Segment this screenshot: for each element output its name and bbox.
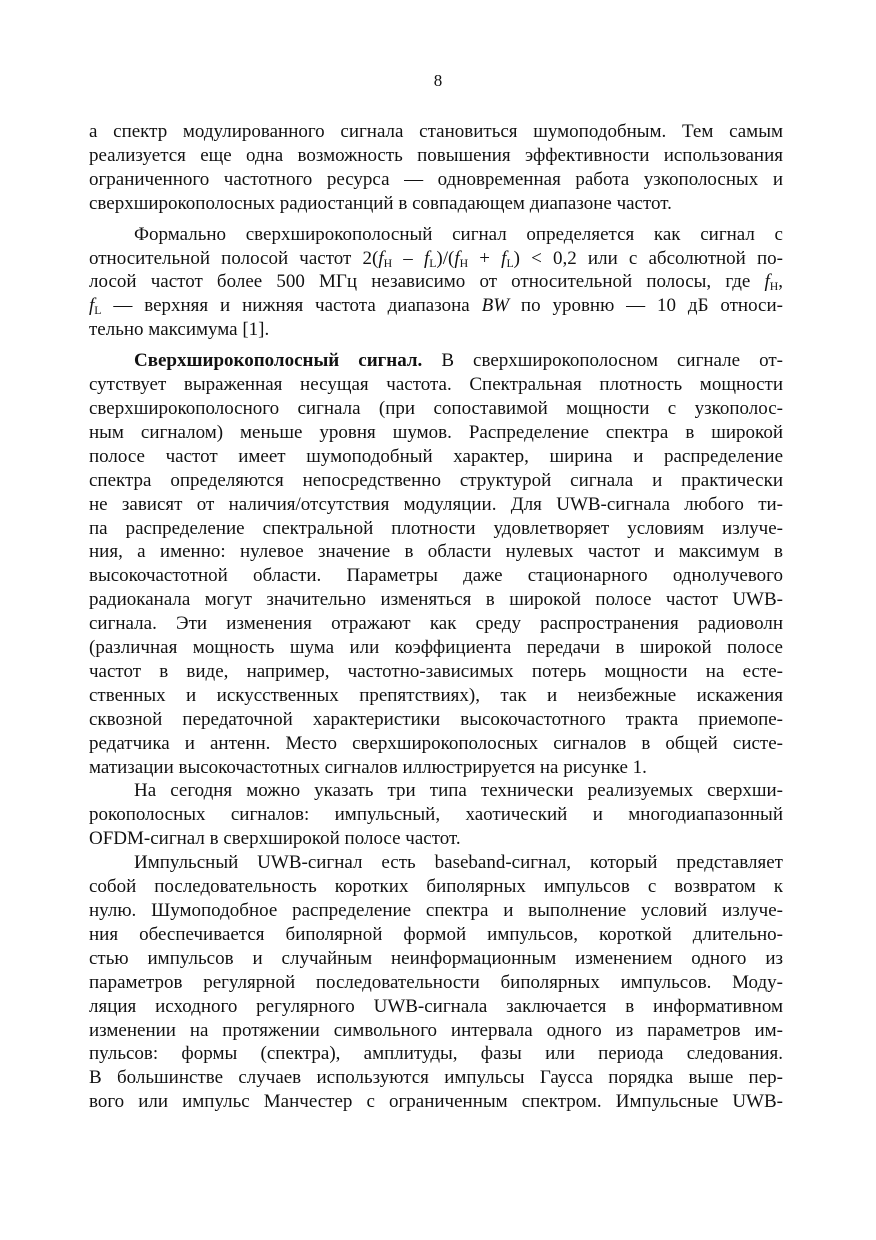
formula-subscript: H xyxy=(769,280,779,294)
text-fragment: лосой частот более 500 МГц независимо от относительной полосы, где xyxy=(89,271,765,293)
text-line: Импульсный UWB-сигнал есть baseband-сигнал, который представляет xyxy=(134,852,783,874)
formula-symbol: f xyxy=(454,247,460,269)
text-line: па распределение спектральной плотности удовлетворяет условиям излуче- xyxy=(89,517,783,539)
paragraph-3 xyxy=(89,349,783,779)
text-line: спектра определяются непосредственно структурой сигнала и практически xyxy=(89,469,783,491)
text-line: ляция исходного регулярного UWB-сигнала заключается в информативном xyxy=(89,995,783,1017)
text-line: собой последовательность коротких биполярных импульсов с возвратом к xyxy=(89,876,783,898)
text-line: ограниченного частотного ресурса — одновременная работа узкополосных и xyxy=(89,168,783,190)
formula-symbol: f xyxy=(764,271,770,293)
paragraph-2 xyxy=(89,223,783,343)
text-line: сквозной передаточной характеристики высокочастотного тракта приемопе- xyxy=(89,708,783,730)
text-line: (различная мощность шума или коэффициента передачи в широкой полосе xyxy=(89,637,783,659)
text-line xyxy=(89,294,783,318)
text-line: ния, а именно: нулевое значение в области нулевых частот и максимум в xyxy=(89,541,783,563)
formula-symbol: f xyxy=(89,295,95,317)
page-body xyxy=(89,120,783,1114)
text-fragment: относительной полосой частот 2( xyxy=(89,247,379,269)
paragraph-5 xyxy=(89,851,783,1114)
text-fragment: – xyxy=(392,247,424,269)
text-fragment: по уровню — 10 дБ относи- xyxy=(509,295,783,317)
text-line: сутствует выраженная несущая частота. Спектральная плотность мощности xyxy=(89,374,783,396)
text-line: параметров регулярной последовательности биполярных импульсов. Моду- xyxy=(89,971,783,993)
text-line: стью импульсов и случайным неинформационным изменением одного из xyxy=(89,947,783,969)
formula-subscript: H xyxy=(383,256,393,270)
text-line: сверхширокополосного сигнала (при сопоставимой мощности с узкополос- xyxy=(89,397,783,419)
text-line: редатчика и антенн. Место сверхширокополосных сигналов в общей систе- xyxy=(89,732,783,754)
section-heading: Сверхширокополосный сигнал. xyxy=(134,350,423,372)
text-line: тельно максимума [1]. xyxy=(89,319,270,341)
formula-symbol: BW xyxy=(481,295,510,317)
text-line xyxy=(89,349,783,373)
text-line: реализуется еще одна возможность повышения эффективности использования xyxy=(89,144,783,166)
text-line: частот в виде, например, частотно-зависимых потерь мощности на есте- xyxy=(89,660,783,682)
formula-subscript: L xyxy=(94,304,102,318)
formula-line xyxy=(89,247,783,271)
text-fragment: — верхняя и нижняя частота диапазона xyxy=(101,295,482,317)
text-line: высокочастотной области. Параметры даже стационарного однолучевого xyxy=(89,565,783,587)
formula-subscript: H xyxy=(459,256,469,270)
text-line: матизации высокочастотных сигналов иллюстрируется на рисунке 1. xyxy=(89,756,647,778)
text-line: не зависят от наличия/отсутствия модуляции. Для UWB-сигнала любого ти- xyxy=(89,493,783,515)
text-line: Формально сверхширокополосный сигнал определяется как сигнал с xyxy=(134,223,783,245)
text-line: рокополосных сигналов: импульсный, хаотический и многодиапазонный xyxy=(89,804,783,826)
paragraph-4 xyxy=(89,779,783,851)
text-fragment: + xyxy=(468,247,502,269)
text-line: изменении на протяжении символьного интервала одного из параметров им- xyxy=(89,1019,783,1041)
text-line: В большинстве случаев используются импульсы Гаусса порядка выше пер- xyxy=(89,1067,783,1089)
text-fragment: ) < 0,2 или с абсолютной по- xyxy=(513,247,783,269)
text-fragment: )/( xyxy=(436,247,455,269)
text-line: сигнала. Эти изменения отражают как среду распространения радиоволн xyxy=(89,613,783,635)
formula-symbol: f xyxy=(501,247,507,269)
text-line: а спектр модулированного сигнала становиться шумоподобным. Тем самым xyxy=(89,121,783,142)
formula-subscript: L xyxy=(429,256,437,270)
text-line: На сегодня можно указать три типа технически реализуемых сверхши- xyxy=(134,780,783,802)
text-line: пульсов: формы (спектра), амплитуды, фазы или периода следования. xyxy=(89,1043,783,1065)
text-line: OFDM-сигнал в сверхширокой полосе частот. xyxy=(89,828,461,850)
text-line: ственных и искусственных препятствиях), так и неизбежные искажения xyxy=(89,684,783,706)
formula-symbol: f xyxy=(378,247,384,269)
text-line: сверхширокополосных радиостанций в совпадающем диапазоне частот. xyxy=(89,192,672,214)
page-number: 8 xyxy=(433,71,443,90)
text-line xyxy=(89,270,783,294)
paragraph-1 xyxy=(89,120,783,216)
text-line: ным сигналом) меньше уровня шумов. Распределение спектра в широкой xyxy=(89,421,783,443)
text-fragment: , xyxy=(778,271,783,293)
text-line: нулю. Шумоподобное распределение спектра и выполнение условий излуче- xyxy=(89,900,783,921)
text-line: радиоканала могут значительно изменяться в широкой полосе частот UWB- xyxy=(89,589,783,611)
text-line: ния обеспечивается биполярной формой импульсов, короткой длительно- xyxy=(89,923,783,945)
formula-subscript: L xyxy=(506,256,514,270)
text-fragment: В сверхширокополосном сигнале от- xyxy=(422,350,783,372)
formula-symbol: f xyxy=(423,247,430,269)
text-line: вого или импульс Манчестер с ограниченным спектром. Импульсные UWB- xyxy=(89,1091,783,1113)
text-line: полосе частот имеет шумоподобный характер, ширина и распределение xyxy=(89,445,783,467)
